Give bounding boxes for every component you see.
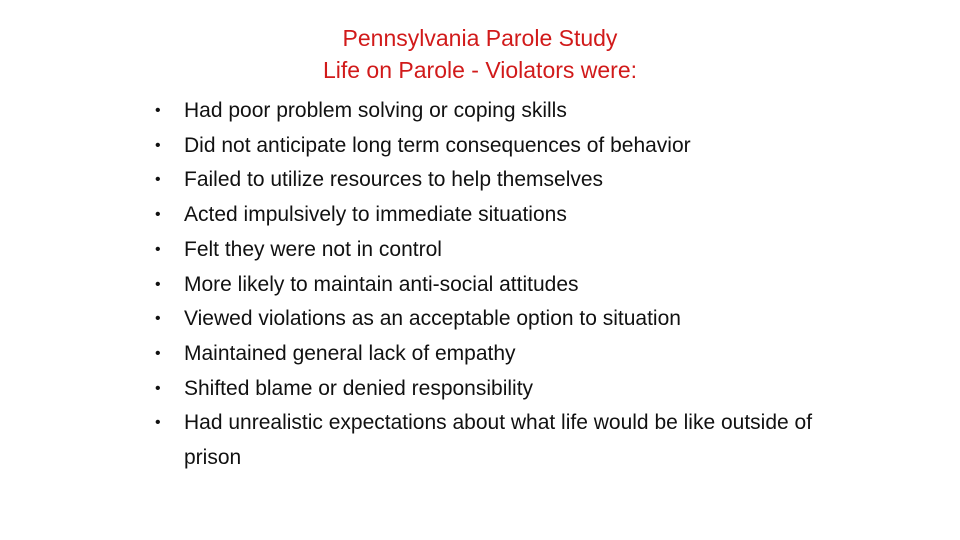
bullet-text: Maintained general lack of empathy <box>184 341 516 365</box>
bullet-item <box>155 129 835 164</box>
bullet-list <box>155 94 835 476</box>
bullet-item <box>155 337 835 372</box>
title-line-2: Life on Parole - Violators were: <box>322 57 638 83</box>
bullet-item <box>155 233 835 268</box>
bullet-text: Had poor problem solving or coping skills <box>184 99 567 122</box>
slide-title <box>0 22 960 86</box>
bullet-text: Had unrealistic expectations about what life would be like outside of prison <box>184 411 813 470</box>
bullet-item <box>155 198 835 233</box>
bullet-item <box>155 406 835 475</box>
bullet-text: Felt they were not in control <box>184 237 442 261</box>
bullet-item <box>155 268 835 303</box>
bullet-item <box>155 302 835 337</box>
bullet-text: Did not anticipate long term consequences of behavior <box>184 133 691 157</box>
bullet-item <box>155 163 835 198</box>
bullet-item <box>155 94 835 129</box>
bullet-text: More likely to maintain anti-social attitudes <box>184 272 579 296</box>
bullet-text: Acted impulsively to immediate situations <box>184 203 567 227</box>
bullet-item <box>155 372 835 407</box>
title-line-1: Pennsylvania Parole Study <box>342 25 618 51</box>
bullet-text: Shifted blame or denied responsibility <box>184 376 534 400</box>
bullet-text: Viewed violations as an acceptable option to situation <box>184 307 681 331</box>
bullet-text: Failed to utilize resources to help themselves <box>184 168 604 192</box>
